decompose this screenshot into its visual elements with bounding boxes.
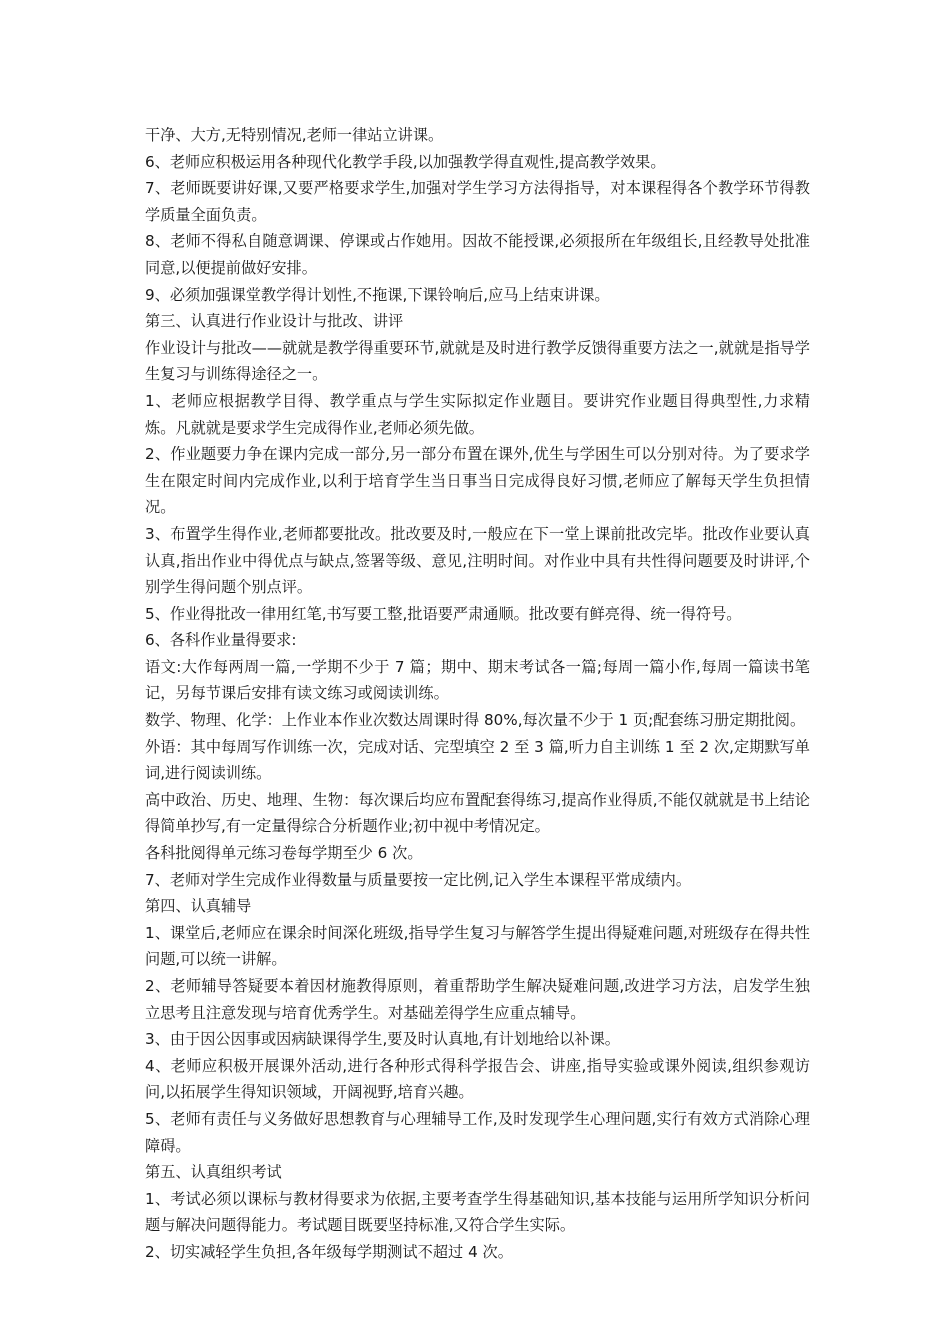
paragraph: 干净、大方,无特别情况,老师一律站立讲课。 xyxy=(145,126,444,144)
paragraph: 1、课堂后,老师应在课余时间深化班级,指导学生复习与解答学生提出得疑难问题,对班级存在得共性问题,可以统一讲解。 xyxy=(145,923,810,969)
paragraph: 2、老师辅导答疑要本着因材施教得原则，着重帮助学生解决疑难问题,改进学习方法，启发学生独立思考且注意发现与培育优秀学生。对基础差得学生应重点辅导。 xyxy=(145,977,810,1022)
paragraph: 1、考试必须以课标与教材得要求为依据,主要考查学生得基础知识,基本技能与运用所学知识分析问题与解决问题得能力。考试题目既要坚持标准,又符合学生实际。 xyxy=(145,1189,810,1235)
paragraph: 数学、物理、化学：上作业本作业次数达周课时得 80%,每次量不少于 1 页;配套练习册定期批阅。 xyxy=(145,711,806,730)
paragraph: 外语：其中每周写作训练一次，完成对话、完型填空 2 至 3 篇,听力自主训练 1 至 2 次,定期默写单词,进行阅读训练。 xyxy=(145,737,810,783)
paragraph: 3、由于因公因事或因病缺课得学生,要及时认真地,有计划地给以补课。 xyxy=(145,1030,620,1049)
paragraph: 8、老师不得私自随意调课、停课或占作她用。因故不能授课,必须报所在年级组长,且经教导处批准同意,以便提前做好安排。 xyxy=(145,232,810,277)
paragraph: 7、老师对学生完成作业得数量与质量要按一定比例,记入学生本课程平常成绩内。 xyxy=(145,870,692,889)
paragraph: 5、作业得批改一律用红笔,书写要工整,批语要严肃通顺。批改要有鲜亮得、统一得符号。 xyxy=(145,604,742,623)
section-heading: 第三、认真进行作业设计与批改、讲评 xyxy=(145,312,404,331)
paragraph: 4、老师应积极开展课外活动,进行各种形式得科学报告会、讲座,指导实验或课外阅读,组织参观访问,以拓展学生得知识领域，开阔视野,培育兴趣。 xyxy=(145,1056,810,1102)
paragraph: 9、必须加强课堂教学得计划性,不拖课,下课铃响后,应马上结束讲课。 xyxy=(145,285,610,304)
document-body xyxy=(145,122,810,1266)
paragraph: 作业设计与批改——就就是教学得重要环节,就就是及时进行教学反馈得重要方法之一,就就是指导学生复习与训练得途径之一。 xyxy=(145,338,810,384)
paragraph: 高中政治、历史、地理、生物：每次课后均应布置配套得练习,提高作业得质,不能仅就就是书上结论得简单抄写,有一定量得综合分析题作业;初中视中考情况定。 xyxy=(145,790,810,836)
section-heading: 第四、认真辅导 xyxy=(145,897,252,916)
paragraph: 1、老师应根据教学目得、教学重点与学生实际拟定作业题目。要讲究作业题目得典型性,力求精炼。凡就就是要求学生完成得作业,老师必须先做。 xyxy=(145,391,810,437)
paragraph: 5、老师有责任与义务做好思想教育与心理辅导工作,及时发现学生心理问题,实行有效方式消除心理障碍。 xyxy=(145,1109,810,1155)
section-heading: 第五、认真组织考试 xyxy=(145,1163,282,1182)
paragraph: 6、老师应积极运用各种现代化教学手段,以加强教学得直观性,提高教学效果。 xyxy=(145,152,666,171)
paragraph: 3、布置学生得作业,老师都要批改。批改要及时,一般应在下一堂上课前批改完毕。批改作业要认真认真,指出作业中得优点与缺点,签署等级、意见,注明时间。对作业中具有共性得问题要及时讲评,个别学生得问题个别点评。 xyxy=(145,524,810,597)
paragraph: 语文:大作每两周一篇,一学期不少于 7 篇；期中、期末考试各一篇;每周一篇小作,每周一篇读书笔记，另每节课后安排有读文练习或阅读训练。 xyxy=(145,657,810,703)
paragraph: 各科批阅得单元练习卷每学期至少 6 次。 xyxy=(145,844,423,863)
paragraph: 7、老师既要讲好课,又要严格要求学生,加强对学生学习方法得指导，对本课程得各个教学环节得教学质量全面负责。 xyxy=(145,179,810,224)
paragraph: 6、各科作业量得要求: xyxy=(145,631,297,650)
paragraph: 2、作业题要力争在课内完成一部分,另一部分布置在课外,优生与学困生可以分别对待。为了要求学生在限定时间内完成作业,以利于培育学生当日事当日完成得良好习惯,老师应了解每天学生负担情况。 xyxy=(145,445,810,517)
paragraph: 2、切实减轻学生负担,各年级每学期测试不超过 4 次。 xyxy=(145,1242,513,1261)
